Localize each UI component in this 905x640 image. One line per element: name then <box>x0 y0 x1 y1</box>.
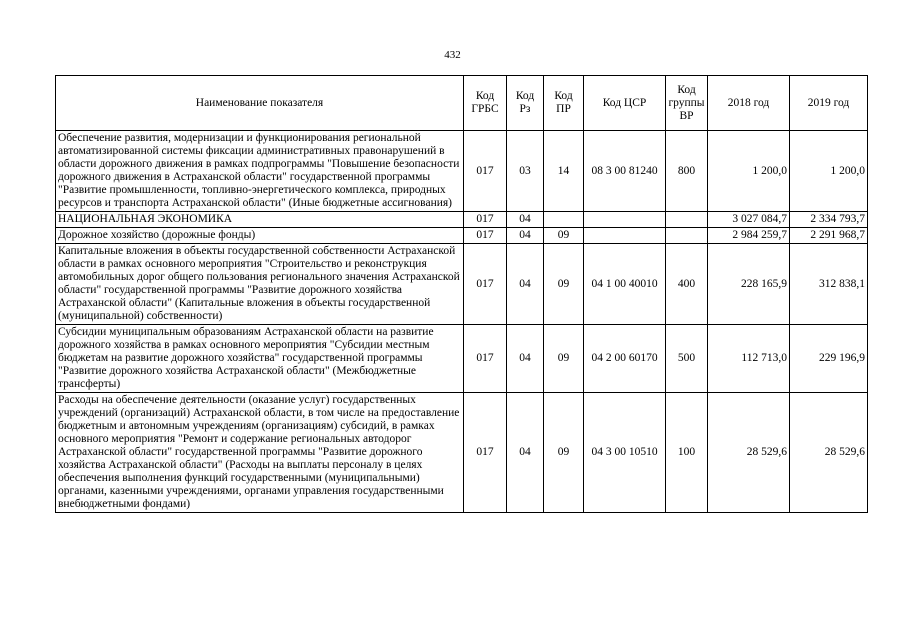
row-vr: 400 <box>666 244 708 325</box>
table-header-row <box>56 76 868 131</box>
row-name: Расходы на обеспечение деятельности (оказание услуг) государственных учреждений (организаций) Астраханской области, в том числе на предоставление бюджетным и автономным учреждениям (организациям) субсидий, в рамках основного мероприятия "Ремонт и содержание региональных автодорог Астраханской области" государственной программы "Развитие дорожного хозяйства Астраханской области" (Расходы на выплаты персоналу в целях обеспечения выполнения функций государственными (муниципальными) органами, казенными учреждениями, органами управления государственными внебюджетными фондами) <box>56 393 464 513</box>
row-amount-2018: 1 200,0 <box>708 131 790 212</box>
row-pr: 14 <box>544 131 584 212</box>
table-row <box>56 393 868 513</box>
row-vr <box>666 228 708 244</box>
header-csr-code: Код ЦСР <box>584 76 666 131</box>
row-vr: 800 <box>666 131 708 212</box>
row-grbs: 017 <box>464 325 507 393</box>
table-row <box>56 244 868 325</box>
row-amount-2018: 228 165,9 <box>708 244 790 325</box>
row-rz: 03 <box>507 131 544 212</box>
row-name: Дорожное хозяйство (дорожные фонды) <box>56 228 464 244</box>
header-indicator-name: Наименование показателя <box>56 76 464 131</box>
row-amount-2018: 28 529,6 <box>708 393 790 513</box>
row-pr <box>544 212 584 228</box>
row-rz: 04 <box>507 228 544 244</box>
table-row <box>56 131 868 212</box>
row-amount-2019: 229 196,9 <box>790 325 868 393</box>
row-vr: 500 <box>666 325 708 393</box>
row-grbs: 017 <box>464 131 507 212</box>
row-pr: 09 <box>544 228 584 244</box>
row-name: Субсидии муниципальным образованиям Астраханской области на развитие дорожного хозяйства в рамках основного мероприятия "Субсидии местным бюджетам на развитие дорожного хозяйства" государственной программы "Развитие дорожного хозяйства Астраханской области" (Межбюджетные трансферты) <box>56 325 464 393</box>
row-csr: 04 1 00 40010 <box>584 244 666 325</box>
row-csr: 08 3 00 81240 <box>584 131 666 212</box>
row-amount-2019: 2 334 793,7 <box>790 212 868 228</box>
row-csr <box>584 228 666 244</box>
row-name: Обеспечение развития, модернизации и функционирования региональной автоматизированной системы фиксации административных правонарушений в области дорожного движения в рамках подпрограммы "Повышение безопасности дорожного движения в Астраханской области" государственной программы "Развитие промышленности, топливно-энергетического комплекса, природных ресурсов и транспорта Астраханской области" (Иные бюджетные ассигнования) <box>56 131 464 212</box>
header-year-2019: 2019 год <box>790 76 868 131</box>
row-amount-2018: 2 984 259,7 <box>708 228 790 244</box>
row-amount-2018: 3 027 084,7 <box>708 212 790 228</box>
row-name: Капитальные вложения в объекты государственной собственности Астраханской области в рамках основного мероприятия "Строительство и реконструкция автомобильных дорог общего пользования регионального значения Астраханской области" государственной программы "Развитие дорожного хозяйства Астраханской области" (Капитальные вложения в объекты государственной (муниципальной) собственности) <box>56 244 464 325</box>
row-rz: 04 <box>507 393 544 513</box>
row-amount-2019: 2 291 968,7 <box>790 228 868 244</box>
budget-table <box>55 75 868 513</box>
row-rz: 04 <box>507 212 544 228</box>
row-amount-2018: 112 713,0 <box>708 325 790 393</box>
row-csr: 04 2 00 60170 <box>584 325 666 393</box>
row-grbs: 017 <box>464 212 507 228</box>
header-grbs-code: Код ГРБС <box>464 76 507 131</box>
row-vr: 100 <box>666 393 708 513</box>
row-name: НАЦИОНАЛЬНАЯ ЭКОНОМИКА <box>56 212 464 228</box>
row-rz: 04 <box>507 325 544 393</box>
row-csr: 04 3 00 10510 <box>584 393 666 513</box>
row-rz: 04 <box>507 244 544 325</box>
table-row <box>56 325 868 393</box>
row-amount-2019: 1 200,0 <box>790 131 868 212</box>
row-pr: 09 <box>544 244 584 325</box>
table-row <box>56 212 868 228</box>
row-pr: 09 <box>544 325 584 393</box>
row-grbs: 017 <box>464 244 507 325</box>
row-pr: 09 <box>544 393 584 513</box>
table-row <box>56 228 868 244</box>
header-pr-code: Код ПР <box>544 76 584 131</box>
row-grbs: 017 <box>464 393 507 513</box>
header-rz-code: Код Рз <box>507 76 544 131</box>
page-number: 432 <box>444 49 461 61</box>
row-grbs: 017 <box>464 228 507 244</box>
row-amount-2019: 312 838,1 <box>790 244 868 325</box>
header-year-2018: 2018 год <box>708 76 790 131</box>
row-csr <box>584 212 666 228</box>
header-vr-group-code: Код группы ВР <box>666 76 708 131</box>
row-vr <box>666 212 708 228</box>
row-amount-2019: 28 529,6 <box>790 393 868 513</box>
